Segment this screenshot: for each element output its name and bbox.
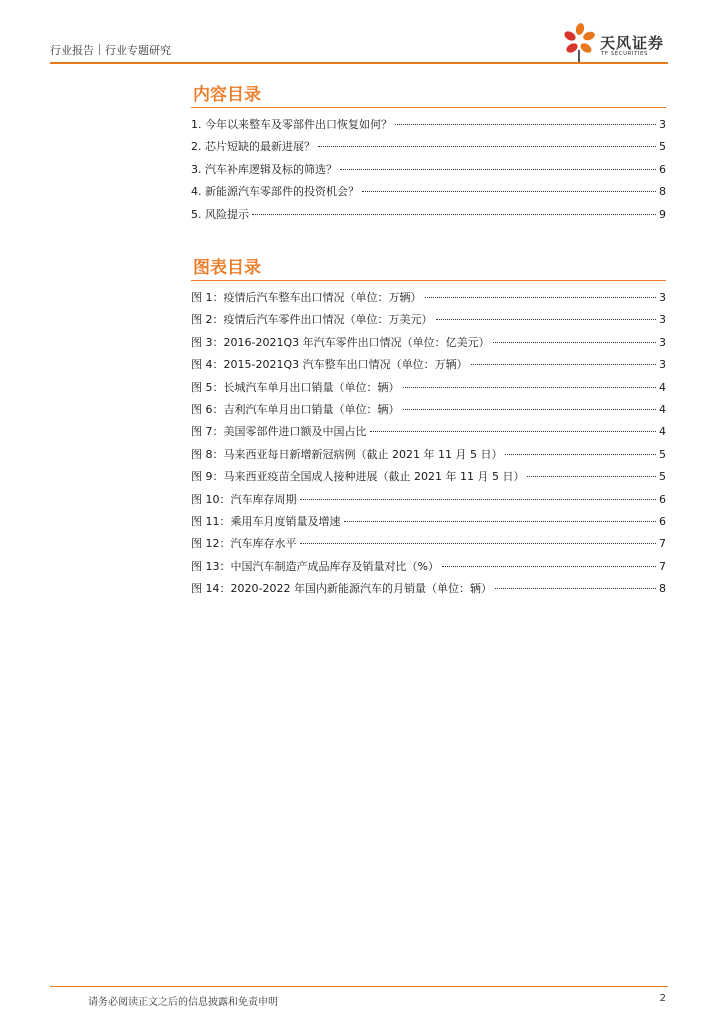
toc-entry-label[interactable]: 图 1：疫情后汽车整车出口情况（单位：万辆） [191, 291, 422, 304]
toc-dot-leader [362, 191, 656, 192]
logo-english-name: TF SECURITIES [601, 51, 648, 57]
toc-dot-leader [300, 499, 657, 500]
header-rule [50, 62, 668, 64]
toc-entry[interactable] [191, 136, 666, 158]
toc-entry-page[interactable]: 5 [659, 470, 666, 484]
toc-dot-leader [318, 146, 656, 147]
contents-title-rule [191, 107, 666, 108]
toc-entry-page[interactable]: 6 [659, 492, 666, 506]
toc-entry-label[interactable]: 图 14：2020-2022 年国内新能源汽车的月销量（单位：辆） [191, 582, 492, 596]
toc-entry-page[interactable]: 3 [659, 358, 666, 372]
toc-entry-label[interactable]: 2. 芯片短缺的最新进展？ [191, 140, 315, 154]
figures-title-rule [191, 280, 666, 281]
toc-entry-label[interactable]: 图 11：乘用车月度销量及增速 [191, 514, 341, 528]
contents-title: 内容目录 [193, 85, 261, 105]
toc-entry[interactable] [191, 399, 666, 421]
logo-name: 天风证券 [600, 34, 665, 52]
toc-entry[interactable] [191, 181, 666, 203]
toc-entry-label[interactable]: 图 10：汽车库存周期 [191, 492, 297, 506]
toc-dot-leader [403, 387, 657, 388]
toc-dot-leader [370, 431, 657, 432]
toc-dot-leader [344, 521, 657, 522]
toc-entry[interactable] [191, 204, 666, 226]
toc-dot-leader [300, 543, 657, 544]
toc-dot-leader [471, 364, 656, 365]
header-category: 行业报告 [50, 44, 94, 57]
toc-entry-page[interactable]: 7 [659, 559, 666, 573]
toc-dot-leader [493, 342, 656, 343]
toc-entry-page[interactable]: 6 [659, 162, 666, 176]
toc-entry[interactable] [191, 511, 666, 533]
toc-entry[interactable] [191, 466, 666, 488]
toc-entry[interactable] [191, 533, 666, 555]
toc-entry[interactable] [191, 332, 666, 354]
figures-section [191, 256, 666, 600]
toc-entry[interactable] [191, 309, 666, 331]
toc-entry-page[interactable]: 4 [659, 425, 666, 439]
toc-dot-leader [395, 124, 656, 125]
toc-entry-label[interactable]: 4. 新能源汽车零部件的投资机会？ [191, 185, 359, 199]
toc-dot-leader [436, 319, 657, 320]
page-header [50, 34, 668, 64]
toc-entry-page[interactable]: 5 [659, 447, 666, 461]
toc-entry-label[interactable]: 图 9：马来西亚疫苗全国成人接种进展（截止 2021 年 11 月 5 日） [191, 470, 525, 484]
header-category-line [50, 42, 171, 58]
toc-entry[interactable] [191, 159, 666, 181]
figures-title: 图表目录 [193, 258, 261, 278]
toc-dot-leader [340, 169, 656, 170]
toc-entry-label[interactable]: 图 4：2015-2021Q3 汽车整车出口情况（单位：万辆） [191, 358, 468, 372]
company-logo [558, 20, 668, 64]
toc-entry[interactable] [191, 421, 666, 443]
toc-entry[interactable] [191, 578, 666, 600]
toc-entry[interactable] [191, 114, 666, 136]
toc-entry-label[interactable]: 5. 风险提示 [191, 207, 249, 221]
toc-entry-label[interactable]: 图 7：美国零部件进口额及中国占比 [191, 425, 367, 439]
toc-dot-leader [527, 476, 656, 477]
toc-entry[interactable] [191, 444, 666, 466]
toc-entry-label[interactable]: 3. 汽车补库逻辑及标的筛选？ [191, 162, 337, 176]
toc-entry[interactable] [191, 354, 666, 376]
footer-page-number: 2 [659, 993, 666, 1004]
toc-entry-page[interactable]: 4 [659, 380, 666, 394]
toc-entry-label[interactable]: 图 12：汽车库存水平 [191, 537, 297, 551]
toc-entry-page[interactable]: 9 [659, 207, 666, 221]
toc-dot-leader [505, 454, 656, 455]
header-separator [99, 44, 100, 55]
footer-rule [50, 986, 668, 987]
toc-dot-leader [495, 588, 656, 589]
toc-entry-label[interactable]: 图 5：长城汽车单月出口销量（单位：辆） [191, 380, 400, 394]
toc-dot-leader [442, 566, 656, 567]
toc-entry-page[interactable]: 8 [659, 582, 666, 596]
toc-dot-leader [252, 214, 656, 215]
toc-entry-label[interactable]: 1. 今年以来整车及零部件出口恢复如何？ [191, 118, 392, 131]
toc-entry-label[interactable]: 图 3：2016-2021Q3 年汽车零件出口情况（单位：亿美元） [191, 335, 490, 349]
toc-entry-page[interactable]: 3 [659, 118, 666, 131]
toc-entry[interactable] [191, 377, 666, 399]
toc-dot-leader [403, 409, 657, 410]
toc-entry-page[interactable]: 3 [659, 291, 666, 304]
toc-entry-page[interactable]: 6 [659, 514, 666, 528]
toc-entry-page[interactable]: 8 [659, 185, 666, 199]
toc-entry-label[interactable]: 图 13：中国汽车制造产成品库存及销量对比（%） [191, 559, 439, 573]
logo-flower-icon [558, 20, 598, 64]
header-subcategory: 行业专题研究 [105, 44, 171, 57]
toc-entry-page[interactable]: 3 [659, 335, 666, 349]
toc-entry-page[interactable]: 5 [659, 140, 666, 154]
toc-entry-label[interactable]: 图 6：吉利汽车单月出口销量（单位：辆） [191, 402, 400, 416]
contents-list [191, 114, 666, 226]
footer-disclaimer: 请务必阅读正文之后的信息披露和免责申明 [88, 997, 278, 1008]
contents-section [191, 83, 666, 226]
toc-entry-label[interactable]: 图 2：疫情后汽车零件出口情况（单位：万美元） [191, 313, 433, 327]
toc-entry[interactable] [191, 287, 666, 309]
figures-list [191, 287, 666, 600]
toc-entry-page[interactable]: 7 [659, 537, 666, 551]
toc-entry-page[interactable]: 4 [659, 402, 666, 416]
toc-entry[interactable] [191, 489, 666, 511]
toc-entry-page[interactable]: 3 [659, 313, 666, 327]
toc-entry-label[interactable]: 图 8：马来西亚每日新增新冠病例（截止 2021 年 11 月 5 日） [191, 447, 503, 461]
toc-entry[interactable] [191, 556, 666, 578]
toc-dot-leader [425, 297, 657, 298]
